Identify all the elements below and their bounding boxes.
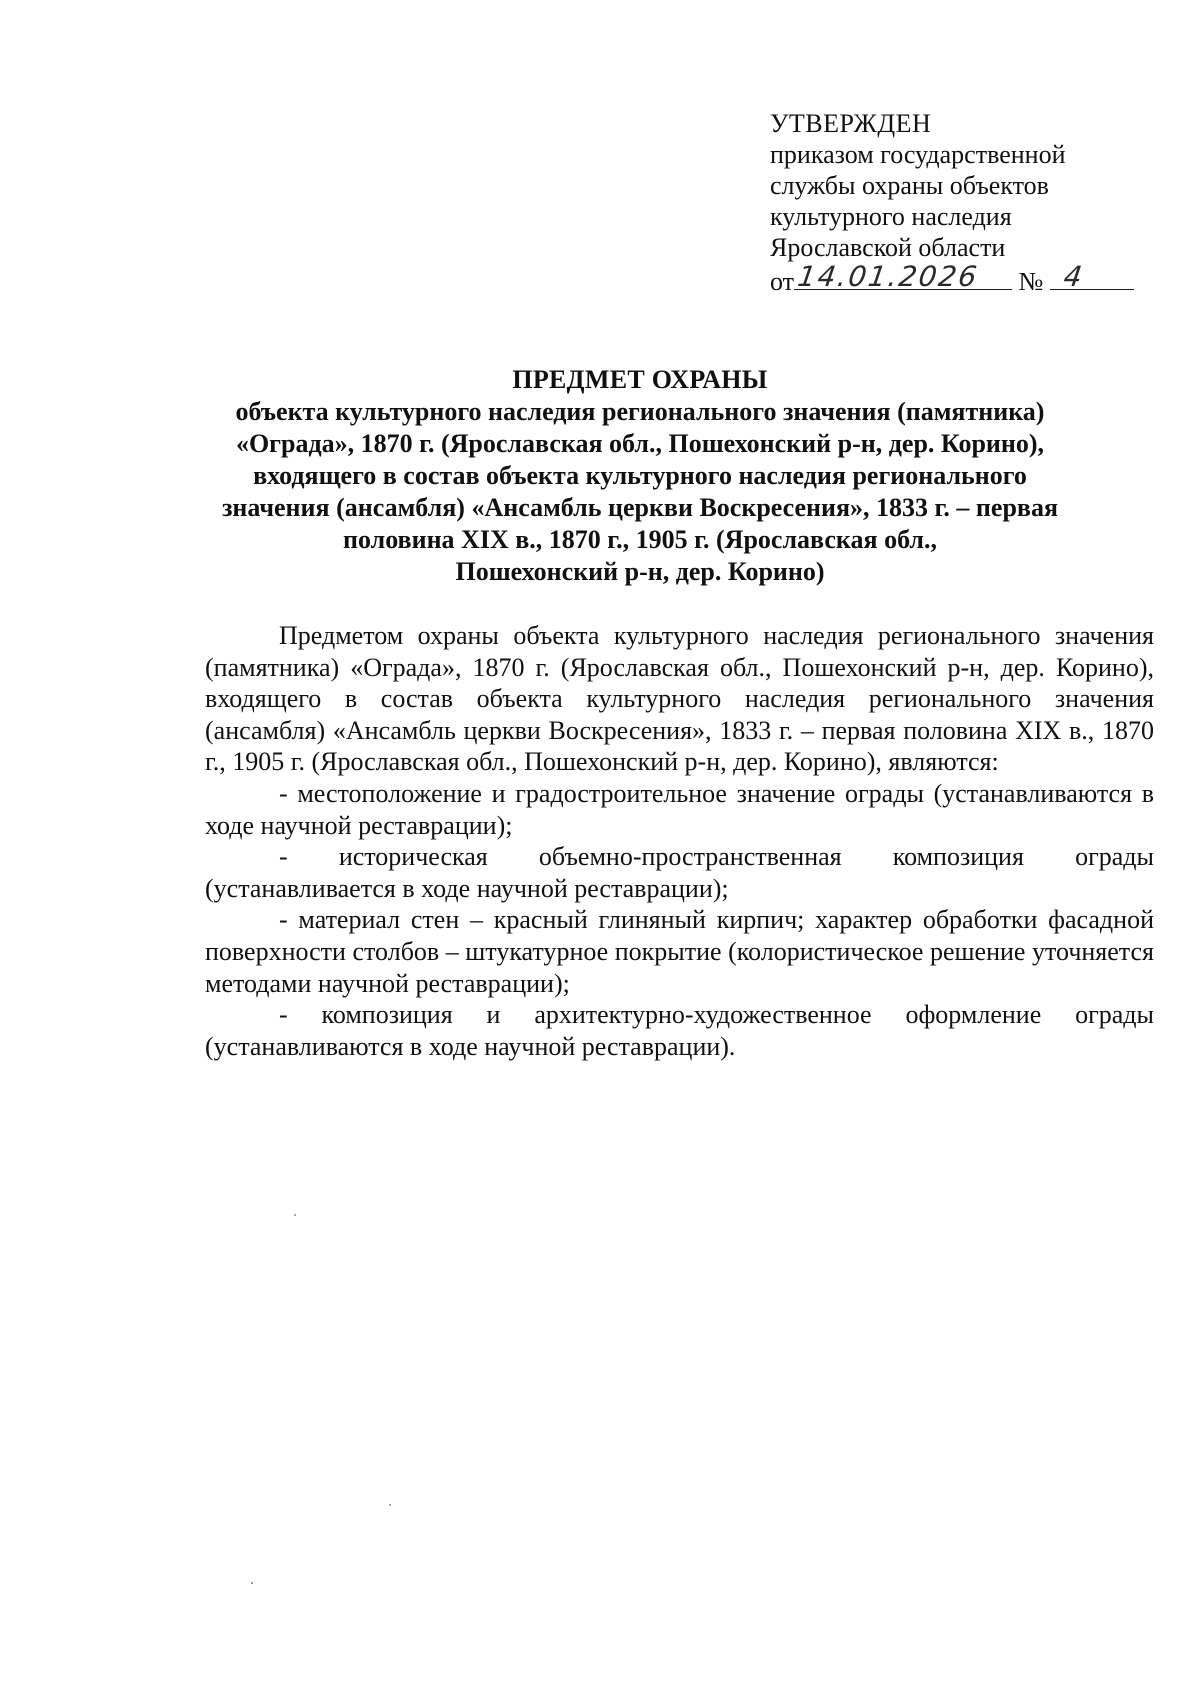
heading-line: значения (ансамбля) «Ансамбль церкви Воскресения», 1833 г. – первая — [221, 493, 1059, 522]
list-item: - композиция и архитектурно-художественное оформление ограды (устанавливаются в ходе научной реставрации). — [205, 1000, 1154, 1061]
number-label: № — [1018, 267, 1044, 296]
document-heading — [190, 364, 1090, 588]
approval-line: службы охраны объектов — [770, 171, 1049, 200]
approval-date-row — [770, 260, 1150, 297]
list-item: - материал стен – красный глиняный кирпич; характер обработки фасадной поверхности столбов – штукатурное покрытие (колористическое решение уточняется методами научной реставрации); — [205, 905, 1154, 998]
approval-block — [770, 108, 1150, 297]
list-item: - историческая объемно-пространственная композиция ограды (устанавливается в ходе научной реставрации); — [205, 842, 1154, 903]
number-field — [1050, 260, 1134, 293]
date-field — [794, 260, 1012, 293]
handwritten-date: 14.01.2026 — [795, 260, 981, 293]
document-title: ПРЕДМЕТ ОХРАНЫ — [512, 365, 768, 394]
heading-line: объекта культурного наследия регионального значения (памятника) — [235, 397, 1045, 426]
date-label: от — [770, 267, 795, 296]
heading-line: половина XIX в., 1870 г., 1905 г. (Ярославская обл., — [342, 525, 938, 554]
heading-line: входящего в состав объекта культурного наследия регионального — [253, 461, 1027, 490]
heading-line: «Ограда», 1870 г. (Ярославская обл., Пошехонский р-н, дер. Корино), — [235, 429, 1045, 458]
list-item: - местоположение и градостроительное значение ограды (устанавливаются в ходе научной реставрации); — [205, 778, 1154, 840]
heading-line: Пошехонский р-н, дер. Корино) — [455, 557, 825, 586]
intro-paragraph: Предметом охраны объекта культурного наследия регионального значения (памятника) «Ограда», 1870 г. (Ярославская обл., Пошехонский р-н, дер. Корино), входящего в состав объекта культурного наследия регионального значения (ансамбля) «Ансамбль церкви Воскресения», 1833 г. – первая половина XIX в., 1870 г., 1905 г. (Ярославская обл., Пошехонский р-н, дер. Корино), являются: — [205, 621, 1154, 777]
handwritten-number: 4 — [1061, 260, 1086, 293]
approval-line: приказом государственной — [770, 140, 1066, 169]
approval-line: Ярославской области — [770, 233, 1006, 262]
document-body — [205, 620, 1154, 1062]
approval-line: культурного наследия — [770, 202, 1012, 231]
approval-title: УТВЕРЖДЕН — [770, 109, 932, 138]
